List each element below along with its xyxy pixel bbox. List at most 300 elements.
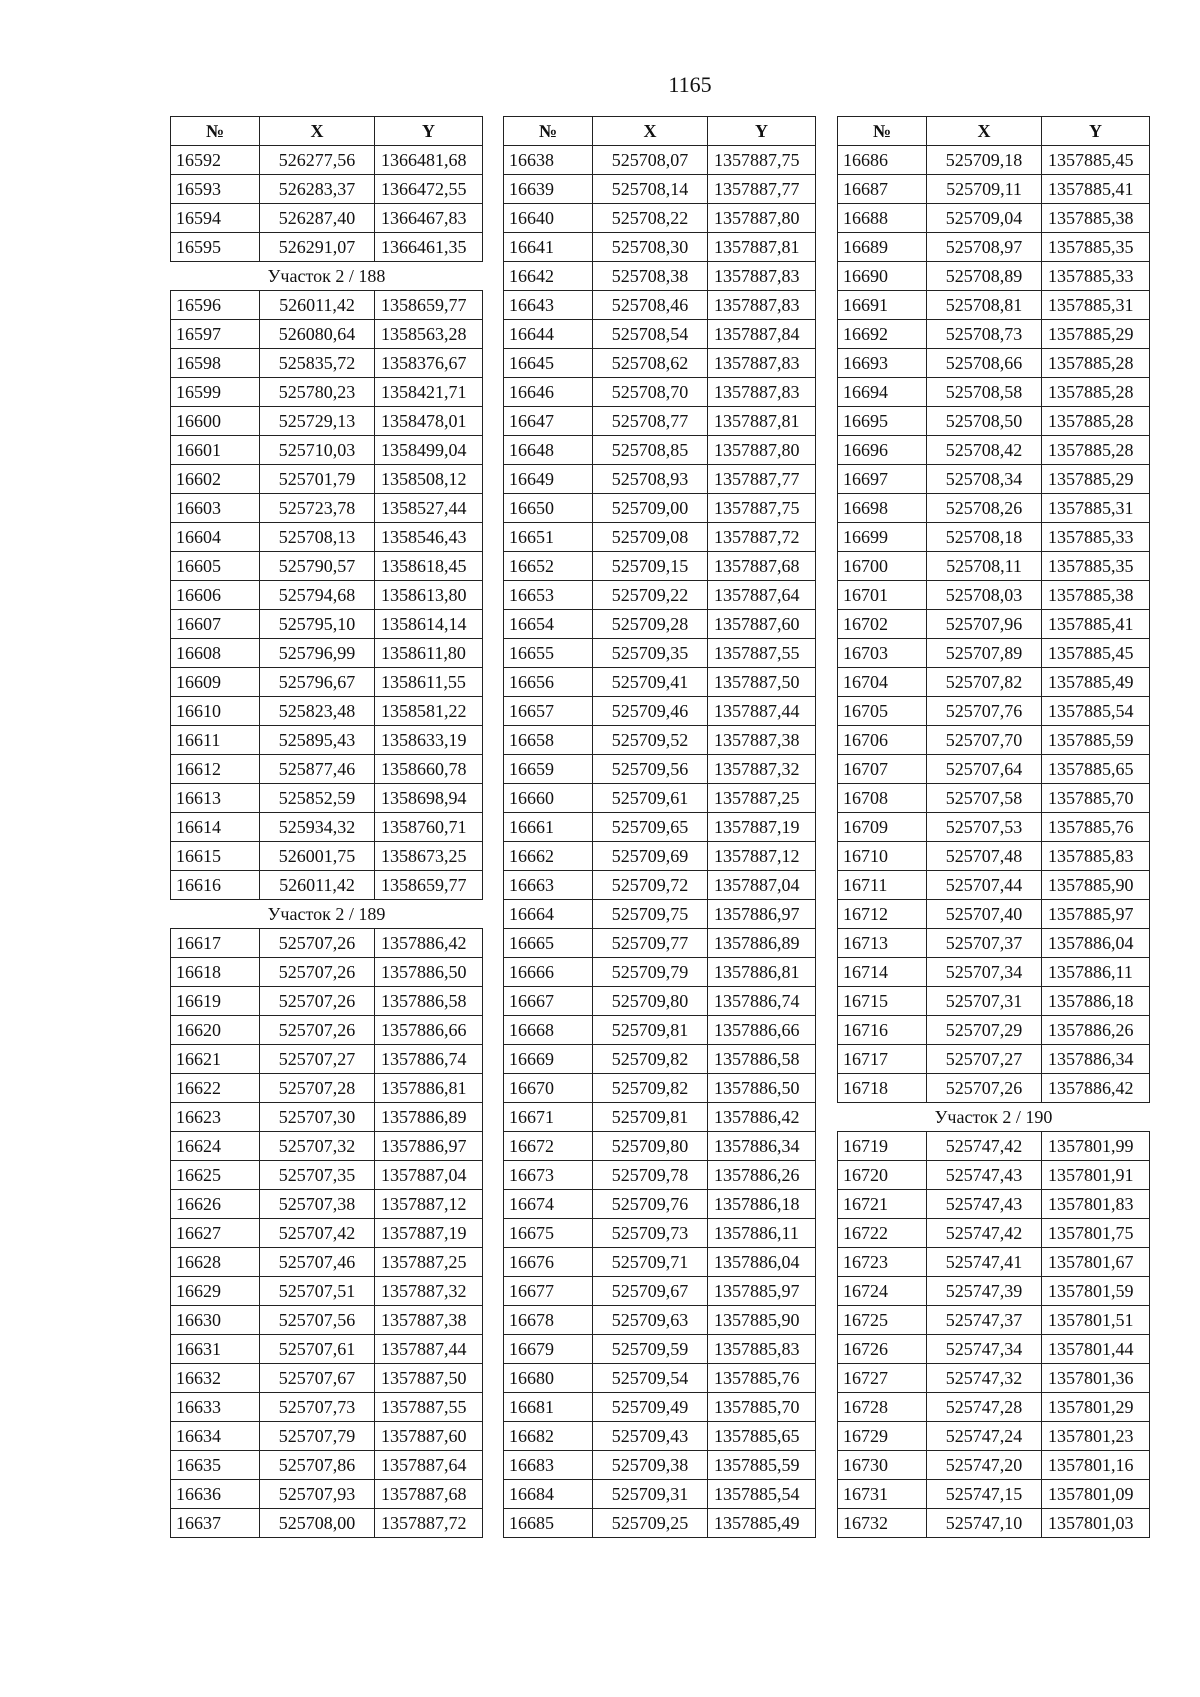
point-number: 16694 [838, 378, 927, 407]
table-row [838, 1509, 1150, 1538]
table-row [504, 349, 816, 378]
point-number: 16727 [838, 1364, 927, 1393]
table-row [504, 1451, 816, 1480]
table-row [504, 552, 816, 581]
table-row [504, 1509, 816, 1538]
y-coordinate: 1357887,64 [375, 1451, 483, 1480]
table-row [504, 1306, 816, 1335]
point-number: 16610 [171, 697, 260, 726]
point-number: 16709 [838, 813, 927, 842]
header-row [171, 117, 483, 146]
table-row [838, 1393, 1150, 1422]
coordinates-table [170, 116, 483, 1538]
section-row [838, 1103, 1150, 1132]
table-row [504, 929, 816, 958]
x-coordinate: 525709,52 [593, 726, 708, 755]
table-row [171, 842, 483, 871]
x-coordinate: 525747,37 [927, 1306, 1042, 1335]
point-number: 16688 [838, 204, 927, 233]
header-x: X [260, 117, 375, 146]
x-coordinate: 525707,56 [260, 1306, 375, 1335]
y-coordinate: 1357885,54 [708, 1480, 816, 1509]
y-coordinate: 1358660,78 [375, 755, 483, 784]
y-coordinate: 1357887,81 [708, 233, 816, 262]
point-number: 16666 [504, 958, 593, 987]
y-coordinate: 1357887,64 [708, 581, 816, 610]
point-number: 16672 [504, 1132, 593, 1161]
table-row [838, 1277, 1150, 1306]
x-coordinate: 525708,13 [260, 523, 375, 552]
point-number: 16691 [838, 291, 927, 320]
point-number: 16687 [838, 175, 927, 204]
point-number: 16630 [171, 1306, 260, 1335]
table-row [838, 697, 1150, 726]
x-coordinate: 525708,93 [593, 465, 708, 494]
table-row [838, 1161, 1150, 1190]
point-number: 16685 [504, 1509, 593, 1538]
x-coordinate: 525708,42 [927, 436, 1042, 465]
table-row [838, 1451, 1150, 1480]
table-row [171, 813, 483, 842]
x-coordinate: 525747,10 [927, 1509, 1042, 1538]
table-row [838, 668, 1150, 697]
x-coordinate: 525709,76 [593, 1190, 708, 1219]
point-number: 16619 [171, 987, 260, 1016]
point-number: 16668 [504, 1016, 593, 1045]
x-coordinate: 525796,67 [260, 668, 375, 697]
point-number: 16725 [838, 1306, 927, 1335]
table-row [171, 291, 483, 320]
point-number: 16660 [504, 784, 593, 813]
y-coordinate: 1357887,68 [375, 1480, 483, 1509]
point-number: 16659 [504, 755, 593, 784]
table-row [838, 291, 1150, 320]
y-coordinate: 1357886,18 [708, 1190, 816, 1219]
table-row [171, 146, 483, 175]
y-coordinate: 1357887,12 [708, 842, 816, 871]
point-number: 16710 [838, 842, 927, 871]
point-number: 16690 [838, 262, 927, 291]
table-row [504, 668, 816, 697]
point-number: 16708 [838, 784, 927, 813]
y-coordinate: 1366461,35 [375, 233, 483, 262]
coordinates-table [837, 116, 1150, 1538]
table-row [838, 262, 1150, 291]
x-coordinate: 525707,27 [927, 1045, 1042, 1074]
y-coordinate: 1358376,67 [375, 349, 483, 378]
table-row [504, 1074, 816, 1103]
point-number: 16596 [171, 291, 260, 320]
y-coordinate: 1357801,83 [1042, 1190, 1150, 1219]
point-number: 16693 [838, 349, 927, 378]
y-coordinate: 1357887,55 [375, 1393, 483, 1422]
point-number: 16729 [838, 1422, 927, 1451]
x-coordinate: 525747,32 [927, 1364, 1042, 1393]
point-number: 16643 [504, 291, 593, 320]
point-number: 16614 [171, 813, 260, 842]
point-number: 16702 [838, 610, 927, 639]
x-coordinate: 525708,46 [593, 291, 708, 320]
point-number: 16618 [171, 958, 260, 987]
point-number: 16646 [504, 378, 593, 407]
x-coordinate: 526011,42 [260, 291, 375, 320]
table-row [838, 755, 1150, 784]
table-row [504, 204, 816, 233]
point-number: 16621 [171, 1045, 260, 1074]
x-coordinate: 525709,00 [593, 494, 708, 523]
y-coordinate: 1357885,83 [708, 1335, 816, 1364]
x-coordinate: 525709,61 [593, 784, 708, 813]
point-number: 16716 [838, 1016, 927, 1045]
table-row [504, 320, 816, 349]
table-row [504, 1219, 816, 1248]
x-coordinate: 525709,11 [927, 175, 1042, 204]
x-coordinate: 525709,81 [593, 1016, 708, 1045]
y-coordinate: 1357885,29 [1042, 320, 1150, 349]
table-row [504, 871, 816, 900]
point-number: 16724 [838, 1277, 927, 1306]
x-coordinate: 525709,78 [593, 1161, 708, 1190]
y-coordinate: 1357887,19 [708, 813, 816, 842]
y-coordinate: 1357886,50 [375, 958, 483, 987]
y-coordinate: 1357885,65 [708, 1422, 816, 1451]
x-coordinate: 525747,34 [927, 1335, 1042, 1364]
x-coordinate: 525707,58 [927, 784, 1042, 813]
x-coordinate: 525709,41 [593, 668, 708, 697]
y-coordinate: 1357886,04 [708, 1248, 816, 1277]
x-coordinate: 525707,89 [927, 639, 1042, 668]
point-number: 16689 [838, 233, 927, 262]
x-coordinate: 525707,70 [927, 726, 1042, 755]
y-coordinate: 1357885,90 [1042, 871, 1150, 900]
point-number: 16606 [171, 581, 260, 610]
y-coordinate: 1357885,49 [1042, 668, 1150, 697]
x-coordinate: 525707,37 [927, 929, 1042, 958]
point-number: 16650 [504, 494, 593, 523]
point-number: 16592 [171, 146, 260, 175]
point-number: 16719 [838, 1132, 927, 1161]
table-row [504, 1016, 816, 1045]
y-coordinate: 1357887,75 [708, 494, 816, 523]
x-coordinate: 525709,81 [593, 1103, 708, 1132]
table-row [171, 581, 483, 610]
point-number: 16626 [171, 1190, 260, 1219]
table-row [838, 987, 1150, 1016]
y-coordinate: 1357801,23 [1042, 1422, 1150, 1451]
y-coordinate: 1357885,28 [1042, 378, 1150, 407]
point-number: 16700 [838, 552, 927, 581]
x-coordinate: 525709,28 [593, 610, 708, 639]
y-coordinate: 1357886,97 [375, 1132, 483, 1161]
point-number: 16647 [504, 407, 593, 436]
x-coordinate: 525708,03 [927, 581, 1042, 610]
x-coordinate: 525708,34 [927, 465, 1042, 494]
table-row [504, 1161, 816, 1190]
table-row [171, 1393, 483, 1422]
x-coordinate: 525708,22 [593, 204, 708, 233]
x-coordinate: 525709,82 [593, 1074, 708, 1103]
table-row [838, 1480, 1150, 1509]
table-row [838, 146, 1150, 175]
x-coordinate: 525709,73 [593, 1219, 708, 1248]
x-coordinate: 525707,61 [260, 1335, 375, 1364]
x-coordinate: 525794,68 [260, 581, 375, 610]
y-coordinate: 1357885,76 [708, 1364, 816, 1393]
y-coordinate: 1357885,76 [1042, 813, 1150, 842]
y-coordinate: 1357887,50 [375, 1364, 483, 1393]
x-coordinate: 525709,18 [927, 146, 1042, 175]
table-row [504, 175, 816, 204]
y-coordinate: 1358546,43 [375, 523, 483, 552]
x-coordinate: 525780,23 [260, 378, 375, 407]
y-coordinate: 1358613,80 [375, 581, 483, 610]
y-coordinate: 1357886,26 [1042, 1016, 1150, 1045]
x-coordinate: 525709,71 [593, 1248, 708, 1277]
point-number: 16696 [838, 436, 927, 465]
x-coordinate: 525709,43 [593, 1422, 708, 1451]
x-coordinate: 525795,10 [260, 610, 375, 639]
y-coordinate: 1357886,11 [708, 1219, 816, 1248]
y-coordinate: 1357886,18 [1042, 987, 1150, 1016]
x-coordinate: 525708,73 [927, 320, 1042, 349]
point-number: 16681 [504, 1393, 593, 1422]
x-coordinate: 525707,29 [927, 1016, 1042, 1045]
x-coordinate: 525708,50 [927, 407, 1042, 436]
x-coordinate: 525709,82 [593, 1045, 708, 1074]
x-coordinate: 525835,72 [260, 349, 375, 378]
y-coordinate: 1357886,42 [708, 1103, 816, 1132]
x-coordinate: 525709,08 [593, 523, 708, 552]
y-coordinate: 1357887,38 [708, 726, 816, 755]
point-number: 16686 [838, 146, 927, 175]
table-row [171, 320, 483, 349]
y-coordinate: 1357887,83 [708, 349, 816, 378]
point-number: 16714 [838, 958, 927, 987]
y-coordinate: 1357885,59 [708, 1451, 816, 1480]
y-coordinate: 1357887,19 [375, 1219, 483, 1248]
y-coordinate: 1357885,28 [1042, 436, 1150, 465]
table-row [504, 581, 816, 610]
point-number: 16699 [838, 523, 927, 552]
table-row [838, 813, 1150, 842]
y-coordinate: 1358698,94 [375, 784, 483, 813]
y-coordinate: 1357886,42 [375, 929, 483, 958]
y-coordinate: 1358527,44 [375, 494, 483, 523]
y-coordinate: 1357886,50 [708, 1074, 816, 1103]
y-coordinate: 1357887,50 [708, 668, 816, 697]
x-coordinate: 526291,07 [260, 233, 375, 262]
y-coordinate: 1357885,90 [708, 1306, 816, 1335]
y-coordinate: 1357887,25 [708, 784, 816, 813]
table-row [838, 523, 1150, 552]
table-row [504, 291, 816, 320]
table-row [171, 1190, 483, 1219]
y-coordinate: 1357887,60 [375, 1422, 483, 1451]
y-coordinate: 1357885,41 [1042, 175, 1150, 204]
table-row [171, 552, 483, 581]
y-coordinate: 1357886,74 [708, 987, 816, 1016]
y-coordinate: 1357801,44 [1042, 1335, 1150, 1364]
section-row [171, 262, 483, 291]
table-row [504, 465, 816, 494]
y-coordinate: 1357801,29 [1042, 1393, 1150, 1422]
point-number: 16656 [504, 668, 593, 697]
table-row [171, 1364, 483, 1393]
header-number: № [171, 117, 260, 146]
header-x: X [927, 117, 1042, 146]
y-coordinate: 1358421,71 [375, 378, 483, 407]
point-number: 16641 [504, 233, 593, 262]
x-coordinate: 525707,26 [260, 929, 375, 958]
point-number: 16633 [171, 1393, 260, 1422]
x-coordinate: 525708,85 [593, 436, 708, 465]
x-coordinate: 525707,86 [260, 1451, 375, 1480]
y-coordinate: 1358659,77 [375, 871, 483, 900]
y-coordinate: 1357886,34 [1042, 1045, 1150, 1074]
x-coordinate: 525747,39 [927, 1277, 1042, 1306]
point-number: 16665 [504, 929, 593, 958]
point-number: 16627 [171, 1219, 260, 1248]
x-coordinate: 525707,82 [927, 668, 1042, 697]
point-number: 16683 [504, 1451, 593, 1480]
table-row [171, 1045, 483, 1074]
y-coordinate: 1357885,83 [1042, 842, 1150, 871]
x-coordinate: 525709,25 [593, 1509, 708, 1538]
table-row [504, 1248, 816, 1277]
table-row [838, 610, 1150, 639]
x-coordinate: 525707,93 [260, 1480, 375, 1509]
table-row [504, 1335, 816, 1364]
table-row [171, 436, 483, 465]
y-coordinate: 1357885,97 [1042, 900, 1150, 929]
x-coordinate: 525708,30 [593, 233, 708, 262]
point-number: 16648 [504, 436, 593, 465]
point-number: 16635 [171, 1451, 260, 1480]
point-number: 16651 [504, 523, 593, 552]
point-number: 16705 [838, 697, 927, 726]
y-coordinate: 1357887,83 [708, 291, 816, 320]
point-number: 16639 [504, 175, 593, 204]
table-row [171, 1161, 483, 1190]
x-coordinate: 525707,35 [260, 1161, 375, 1190]
x-coordinate: 525709,79 [593, 958, 708, 987]
point-number: 16707 [838, 755, 927, 784]
point-number: 16617 [171, 929, 260, 958]
point-number: 16732 [838, 1509, 927, 1538]
x-coordinate: 526080,64 [260, 320, 375, 349]
table-row [838, 1190, 1150, 1219]
table-row [504, 407, 816, 436]
y-coordinate: 1358673,25 [375, 842, 483, 871]
y-coordinate: 1357886,58 [375, 987, 483, 1016]
y-coordinate: 1357801,75 [1042, 1219, 1150, 1248]
y-coordinate: 1357887,83 [708, 378, 816, 407]
table-row [171, 1509, 483, 1538]
x-coordinate: 525709,35 [593, 639, 708, 668]
x-coordinate: 525747,28 [927, 1393, 1042, 1422]
y-coordinate: 1357885,29 [1042, 465, 1150, 494]
y-coordinate: 1357887,04 [708, 871, 816, 900]
page-number: 1165 [668, 72, 712, 97]
x-coordinate: 525823,48 [260, 697, 375, 726]
coordinates-table [503, 116, 816, 1538]
table-row [838, 958, 1150, 987]
x-coordinate: 525707,48 [927, 842, 1042, 871]
point-number: 16695 [838, 407, 927, 436]
x-coordinate: 525708,11 [927, 552, 1042, 581]
x-coordinate: 526287,40 [260, 204, 375, 233]
table-row [504, 146, 816, 175]
table-row [504, 842, 816, 871]
point-number: 16684 [504, 1480, 593, 1509]
x-coordinate: 525747,42 [927, 1219, 1042, 1248]
table-row [171, 958, 483, 987]
table-row [504, 1277, 816, 1306]
point-number: 16692 [838, 320, 927, 349]
point-number: 16726 [838, 1335, 927, 1364]
table-row [171, 1219, 483, 1248]
y-coordinate: 1357885,97 [708, 1277, 816, 1306]
y-coordinate: 1357887,04 [375, 1161, 483, 1190]
point-number: 16634 [171, 1422, 260, 1451]
section-title: Участок 2 / 190 [838, 1103, 1150, 1132]
point-number: 16594 [171, 204, 260, 233]
x-coordinate: 525852,59 [260, 784, 375, 813]
y-coordinate: 1357886,74 [375, 1045, 483, 1074]
point-number: 16698 [838, 494, 927, 523]
table-row [171, 1248, 483, 1277]
point-number: 16593 [171, 175, 260, 204]
point-number: 16721 [838, 1190, 927, 1219]
table-row [838, 436, 1150, 465]
y-coordinate: 1358563,28 [375, 320, 483, 349]
table-row [838, 233, 1150, 262]
table-row [504, 1132, 816, 1161]
table-row [171, 1016, 483, 1045]
table-row [171, 407, 483, 436]
coordinates-table-2 [503, 116, 816, 1538]
table-row [838, 1248, 1150, 1277]
y-coordinate: 1357886,89 [375, 1103, 483, 1132]
point-number: 16638 [504, 146, 593, 175]
y-coordinate: 1357886,26 [708, 1161, 816, 1190]
x-coordinate: 525707,76 [927, 697, 1042, 726]
table-row [504, 1364, 816, 1393]
y-coordinate: 1358659,77 [375, 291, 483, 320]
table-row [838, 1045, 1150, 1074]
point-number: 16605 [171, 552, 260, 581]
x-coordinate: 526001,75 [260, 842, 375, 871]
table-row [171, 1132, 483, 1161]
table-row [171, 610, 483, 639]
y-coordinate: 1358508,12 [375, 465, 483, 494]
x-coordinate: 526277,56 [260, 146, 375, 175]
point-number: 16663 [504, 871, 593, 900]
y-coordinate: 1357887,72 [375, 1509, 483, 1538]
x-coordinate: 525709,04 [927, 204, 1042, 233]
x-coordinate: 525747,43 [927, 1190, 1042, 1219]
point-number: 16669 [504, 1045, 593, 1074]
table-row [171, 1451, 483, 1480]
table-row [171, 929, 483, 958]
y-coordinate: 1357885,45 [1042, 639, 1150, 668]
table-row [504, 813, 816, 842]
x-coordinate: 525790,57 [260, 552, 375, 581]
point-number: 16720 [838, 1161, 927, 1190]
table-row [504, 1422, 816, 1451]
table-row [838, 929, 1150, 958]
x-coordinate: 525707,26 [927, 1074, 1042, 1103]
